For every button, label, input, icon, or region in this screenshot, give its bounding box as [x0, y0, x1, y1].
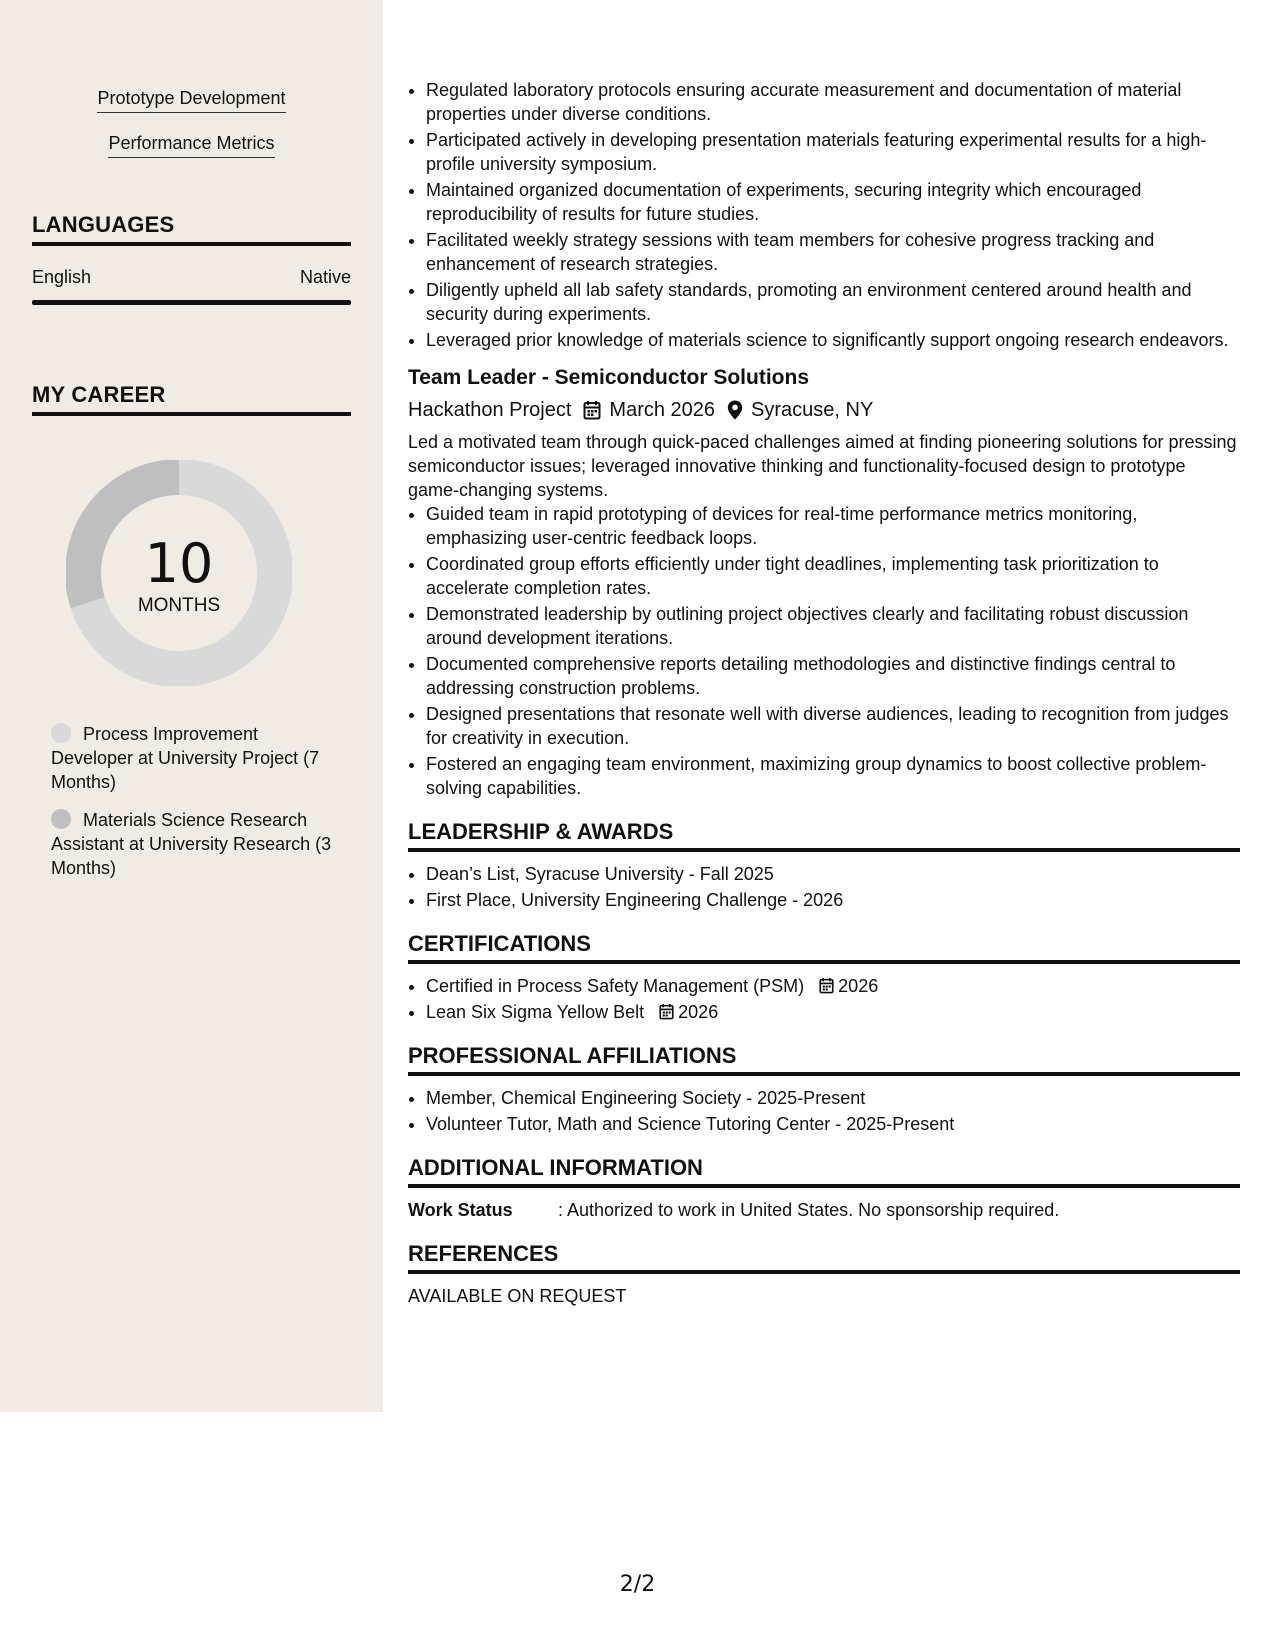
list-item: • Regulated laboratory protocols ensuring accurate measurement and documentation of material properties under diverse conditions. — [426, 78, 1240, 126]
references-heading: REFERENCES — [408, 1242, 1240, 1274]
career-total-unit: MONTHS — [137, 595, 221, 616]
list-item: • Dean’s List, Syracuse University - Fall 2025 — [426, 862, 1240, 886]
list-item: • Coordinated group efforts efficiently under tight deadlines, implementing task prioritization to accelerate completion rates. — [426, 552, 1240, 600]
language-name: English — [32, 267, 92, 287]
job-bullets — [408, 502, 1240, 800]
career-item: Materials Science Research Assistant at University Research (3 Months) — [51, 810, 332, 878]
calendar-icon — [583, 400, 601, 420]
language-level: Native — [299, 267, 351, 287]
previous-job-bullets — [408, 78, 1240, 352]
map-pin-icon — [727, 400, 743, 420]
sidebar — [0, 0, 383, 1412]
language-row — [32, 267, 351, 288]
list-item: • Maintained organized documentation of experiments, securing integrity which encouraged reproducibility of results for future studies. — [426, 178, 1240, 226]
list-item: • Facilitated weekly strategy sessions with team members for cohesive progress tracking and enhancement of research strategies. — [426, 228, 1240, 276]
career-heading: MY CAREER — [32, 382, 351, 416]
legend-dot — [51, 723, 71, 743]
list-item: • Diligently upheld all lab safety standards, promoting an environment centered around health and security during experiments. — [426, 278, 1240, 326]
cert-name: Lean Six Sigma Yellow Belt — [426, 1002, 645, 1022]
cert-name: Certified in Process Safety Management (PSM) — [426, 976, 805, 996]
skill-tag: Prototype Development — [0, 88, 383, 113]
cert-year: 2026 — [659, 1002, 718, 1022]
list-item: • Volunteer Tutor, Math and Science Tutoring Center - 2025-Present — [426, 1112, 1240, 1136]
list-item: • Fostered an engaging team environment, maximizing group dynamics to boost collective problem-solving capabilities. — [426, 752, 1240, 800]
work-status-row — [408, 1198, 1240, 1222]
work-status-value: : Authorized to work in United States. No sponsorship required. — [558, 1200, 1060, 1220]
affiliations-heading: PROFESSIONAL AFFILIATIONS — [408, 1044, 1240, 1076]
main-content — [408, 78, 1240, 1308]
list-item: • Leveraged prior knowledge of materials science to significantly support ongoing research endeavors. — [426, 328, 1240, 352]
calendar-icon — [659, 1003, 674, 1020]
cert-year: 2026 — [819, 976, 878, 996]
language-level-bar — [32, 300, 351, 305]
list-item: • Guided team in rapid prototyping of devices for real-time performance metrics monitoring, emphasizing user-centric feedback loops. — [426, 502, 1240, 550]
calendar-icon — [819, 977, 834, 994]
career-item: Process Improvement Developer at University Project (7 Months) — [51, 724, 320, 792]
affiliations-list — [408, 1086, 1240, 1136]
work-status-label: Work Status — [408, 1200, 513, 1220]
list-item: • Designed presentations that resonate well with diverse audiences, leading to recognition from judges for creativity in execution. — [426, 702, 1240, 750]
job-title: Team Leader - Semiconductor Solutions — [408, 366, 810, 389]
certifications-heading: CERTIFICATIONS — [408, 932, 1240, 964]
job-description: Led a motivated team through quick-paced challenges aimed at finding pioneering solutions for pressing semiconductor issues; leveraged innovative thinking and functionality-focused design to prototype game-changing systems. — [408, 432, 1237, 500]
list-item — [426, 974, 1240, 998]
list-item: • Demonstrated leadership by outlining project objectives clearly and facilitating robust discussion around development iterations. — [426, 602, 1240, 650]
additional-info-heading: ADDITIONAL INFORMATION — [408, 1156, 1240, 1188]
career-total-value: 10 — [144, 532, 214, 595]
list-item: • First Place, University Engineering Challenge - 2026 — [426, 888, 1240, 912]
awards-heading: LEADERSHIP & AWARDS — [408, 820, 1240, 852]
page-number: 2/2 — [619, 1572, 656, 1597]
skill-tag: Performance Metrics — [0, 133, 383, 158]
awards-list — [408, 862, 1240, 912]
job-meta — [408, 398, 1240, 422]
job-location: Syracuse, NY — [751, 399, 874, 421]
list-item: • Member, Chemical Engineering Society - 2025-Present — [426, 1086, 1240, 1110]
job-org: Hackathon Project — [408, 399, 572, 421]
list-item: • Participated actively in developing presentation materials featuring experimental results for a high-profile university symposium. — [426, 128, 1240, 176]
list-item: • Documented comprehensive reports detailing methodologies and distinctive findings central to addressing construction problems. — [426, 652, 1240, 700]
list-item — [426, 1000, 1240, 1024]
certifications-list — [408, 974, 1240, 1024]
job-date: March 2026 — [609, 399, 716, 421]
legend-dot — [51, 809, 71, 829]
languages-heading: LANGUAGES — [32, 212, 351, 246]
career-donut-chart — [66, 460, 292, 686]
references-text: AVAILABLE ON REQUEST — [408, 1286, 627, 1306]
